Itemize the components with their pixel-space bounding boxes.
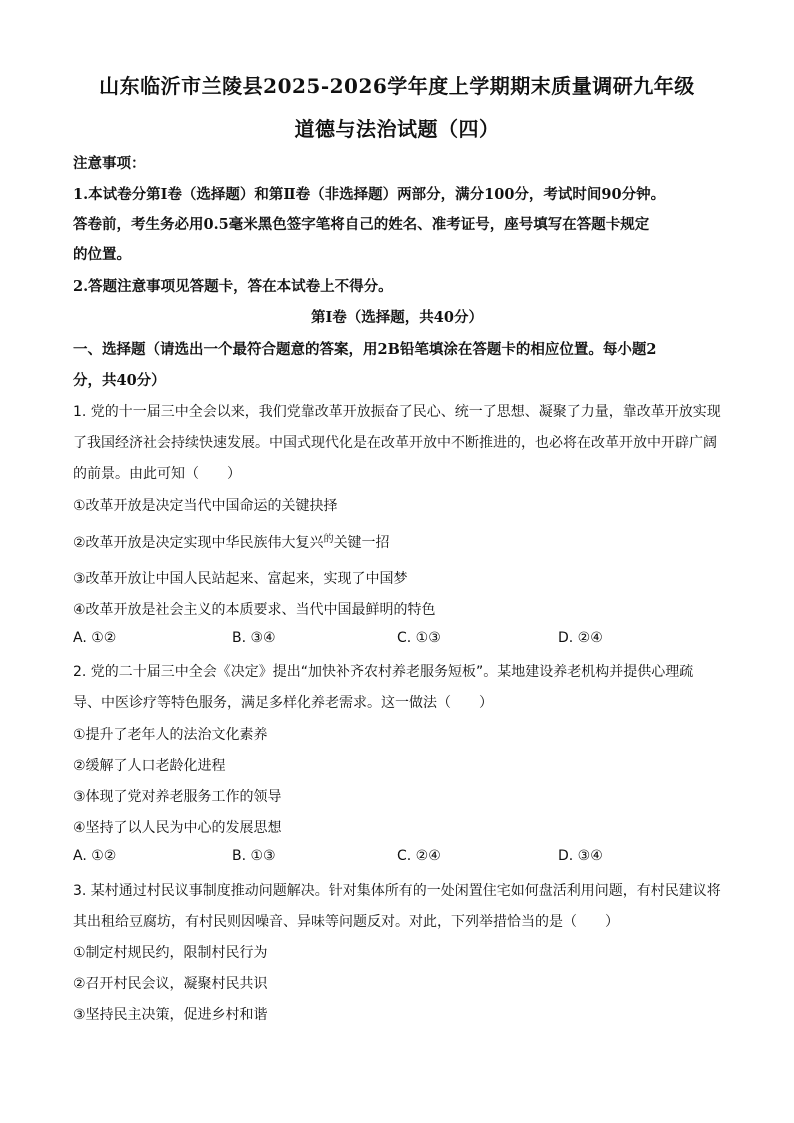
section1-instruction-line1: 一、选择题（请选出一个最符合题意的答案，用2B铅笔填涂在答题卡的相应位置。每小题2 [73, 341, 657, 358]
q2-statement3: ③体现了党对养老服务工作的领导 [73, 789, 282, 805]
q3-statement3: ③坚持民主决策，促进乡村和谐 [73, 1007, 268, 1023]
q3-stem-line1: 3. 某村通过村民议事制度推动问题解决。针对集体所有的一处闲置住宅如何盘活利用问题，有村民建议将 [73, 883, 721, 899]
q2-option-d[interactable]: D. ③④ [558, 848, 603, 864]
q1-option-d[interactable]: D. ②④ [558, 630, 603, 646]
q1-statement1: ①改革开放是决定当代中国命运的关键抉择 [73, 498, 338, 514]
q2-statement4: ④坚持了以人民为中心的发展思想 [73, 820, 282, 836]
q2-statement1: ①提升了老年人的法治文化素养 [73, 727, 268, 743]
notice-item1-line1: 1.本试卷分第Ⅰ卷（选择题）和第Ⅱ卷（非选择题）两部分，满分100分，考试时间90分钟。 [73, 186, 666, 203]
q1-statement3: ③改革开放让中国人民站起来、富起来，实现了中国梦 [73, 571, 408, 587]
q1-option-b[interactable]: B. ③④ [232, 630, 276, 646]
q2-option-a[interactable]: A. ①② [73, 848, 117, 864]
notice-item1-line3: 的位置。 [73, 246, 131, 263]
q1-statement2 [73, 532, 390, 552]
q2-stem-line2: 导、中医诊疗等特色服务，满足多样化养老需求。这一做法（ ） [73, 695, 493, 711]
q1-statement4: ④改革开放是社会主义的本质要求、当代中国最鲜明的特色 [73, 602, 436, 618]
exam-title-line1: 山东临沂市兰陵县2025-2026学年度上学期期末质量调研九年级 [99, 74, 695, 98]
q1-option-c[interactable]: C. ①③ [397, 630, 441, 646]
q1-stem-line2: 了我国经济社会持续快速发展。中国式现代化是在改革开放中不断推进的，也必将在改革开放中开辟广阔 [73, 435, 717, 451]
q1-statement2-main: ②改革开放是决定实现中华民族伟大复兴 [73, 535, 324, 551]
q1-stem-line3: 的前景。由此可知（ ） [73, 466, 241, 482]
q1-statement2-sup: 的 [323, 534, 334, 545]
notice-heading: 注意事项： [73, 155, 146, 172]
notice-item2: 2.答题注意事项见答题卡，答在本试卷上不得分。 [73, 278, 393, 295]
q3-statement2: ②召开村民会议，凝聚村民共识 [73, 976, 268, 992]
section1-title: 第Ⅰ卷（选择题，共40分） [311, 309, 483, 326]
q2-option-c[interactable]: C. ②④ [397, 848, 441, 864]
q2-statement2: ②缓解了人口老龄化进程 [73, 758, 226, 774]
section1-instruction-line2: 分，共40分） [73, 372, 166, 389]
notice-item1-line2: 答卷前，考生务必用0.5毫米黑色签字笔将自己的姓名、准考证号，座号填写在答题卡规定 [73, 216, 650, 233]
q3-stem-line2: 其出租给豆腐坊，有村民则因噪音、异味等问题反对。对此，下列举措恰当的是（ ） [73, 914, 619, 930]
q2-option-b[interactable]: B. ①③ [232, 848, 276, 864]
q1-option-a[interactable]: A. ①② [73, 630, 117, 646]
q3-statement1: ①制定村规民约，限制村民行为 [73, 945, 268, 961]
q2-stem-line1: 2. 党的二十届三中全会《决定》提出“加快补齐农村养老服务短板”。某地建设养老机构并提供心理疏 [73, 664, 694, 680]
exam-title-line2: 道德与法治试题（四） [294, 117, 500, 141]
q1-stem-line1: 1. 党的十一届三中全会以来，我们党靠改革开放振奋了民心、统一了思想、凝聚了力量，靠改革开放实现 [73, 404, 721, 420]
q1-statement2-tail: 关键一招 [333, 535, 390, 551]
